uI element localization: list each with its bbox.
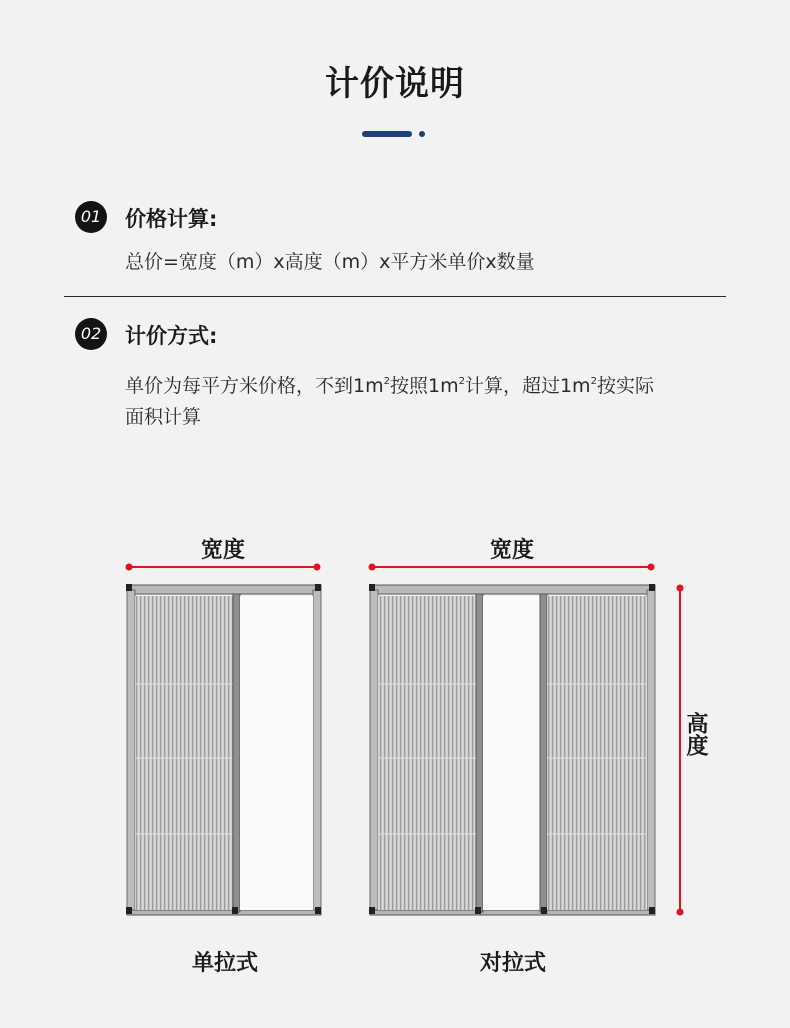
caption-double-sliding: 对拉式 xyxy=(479,951,546,976)
pricing-text-part: 计算，超过1m xyxy=(464,375,591,397)
pricing-text-part: 面积计算 xyxy=(125,406,202,428)
pricing-text-part: 按照1m xyxy=(389,375,459,397)
superscript: 2 xyxy=(590,376,597,387)
superscript: 2 xyxy=(458,376,465,387)
width-label-double: 宽度 xyxy=(489,538,534,563)
single-sliding-door xyxy=(126,584,321,915)
section-heading: 计价方式: xyxy=(125,324,218,348)
double-sliding-door xyxy=(369,584,655,915)
width-measure-line-single xyxy=(126,564,321,571)
superscript: 2 xyxy=(383,376,390,387)
width-label-single: 宽度 xyxy=(200,538,245,563)
caption-single-sliding: 单拉式 xyxy=(191,951,258,976)
price-formula-text: 总价=宽度（m）x高度（m）x平方米单价x数量 xyxy=(125,251,535,273)
section-number-badge: 01 xyxy=(75,201,107,233)
height-label: 高度 xyxy=(683,712,708,756)
page-title: 计价说明 xyxy=(325,64,465,104)
section-number-badge: 02 xyxy=(75,318,107,350)
width-measure-line-double xyxy=(369,564,655,571)
section-heading: 价格计算: xyxy=(125,207,218,231)
pricing-text-part: 按实际 xyxy=(596,375,654,397)
height-measure-line xyxy=(677,585,684,916)
pricing-text-part: 单价为每平方米价格，不到1m xyxy=(125,375,384,397)
